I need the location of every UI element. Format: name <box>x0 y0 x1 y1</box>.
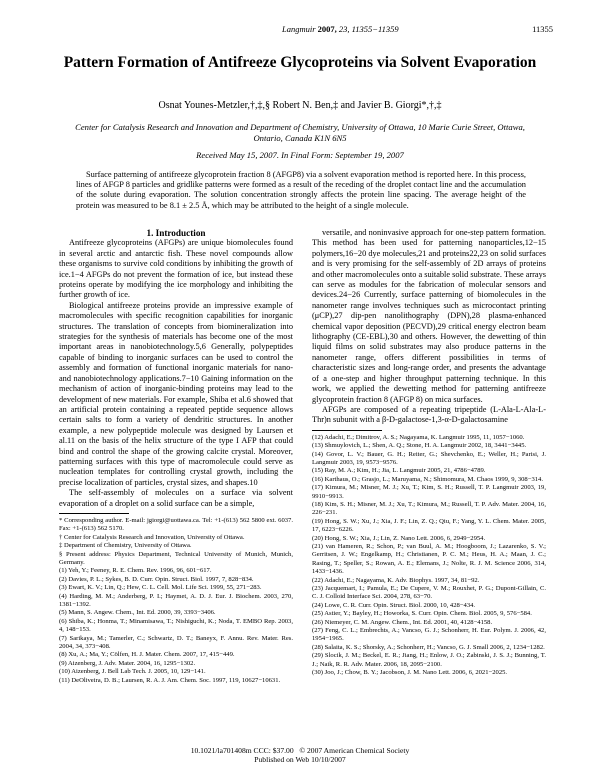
author-note: † Center for Catalysis Research and Innovation, University of Ottawa. <box>59 533 245 541</box>
footnote-divider <box>59 513 129 514</box>
right-column <box>312 228 546 678</box>
reference-item: (17) Kimura, M.; Misner, M. J.; Xu, T.; Kim, S. H.; Russell, T. P. Langmuir 2003, 19, 9910−9913. <box>312 484 546 500</box>
intro-paragraph-4: versatile, and noninvasive approach for one-step pattern formation. This method has been used for patterning nanoparticles,12−15 polymers,16−20 dye molecules,21 and proteins22,23 on solid surfaces and is very promising for the self-assembly of 2D arrays of proteins and other macromolecules onto a suitable solid substrate. These arrays can serve as modules for the fabrication of molecular sensors and devices.24−26 Currently, surface patterning of biomolecules in the nanometer range involves techniques such as microcontact printing (μCP),27 dip-pen nanolithography (DPN),28 plasma-enhanced chemical vapor deposition (PECVD),29 critical energy electron beam lithography (CE-EBL),30 and others. However, the dewetting of thin liquid films on solid substrates may also produce patterns in the nanometer range, offers different possibilities in terms of characteristic sizes and long-range order, and presents the advantage of a one-step and higher throughput patterning technique. In this work, we applied the dewetting method for patterning antifreeze glycoprotein fraction 8 (AFGP 8) on mica surfaces. <box>312 228 546 404</box>
reference-item: (28) Salaita, K. S.; Shorsky, A.; Schonherr, H.; Vancso, G. J. Small 2006, 2, 1234−1282. <box>312 643 545 651</box>
author-note: § Present address: Physics Department, Technical University of Munich, Munich, Germany. <box>59 550 293 566</box>
reference-item: (30) Joo, J.; Chow, B. Y.; Jacobson, J. M. Nano Lett. 2006, 6, 2021−2025. <box>312 669 508 677</box>
author-notes <box>59 517 293 567</box>
reference-item: (11) DeOliveira, D. B.; Laursen, R. A. J. Am. Chem. Soc. 1997, 119, 10627−10631. <box>59 676 281 684</box>
abstract-text: Surface patterning of antifreeze glycoprotein fraction 8 (AFGP8) via a solvent evaporation method is reported here. In this process, lines of AFGP 8 particles and gridlike patterns were formed as a result of the receding of the droplet contact line and the accumulation of the solute during evaporation. The solution concentration strongly affects the protein line spacing. The average height of the protein was measured to be 8.1 ± 2.5 Å, which may be attributed to the height of a single molecule. <box>76 170 527 210</box>
abstract <box>76 170 526 211</box>
page-number: 11355 <box>532 24 553 34</box>
reference-item: (12) Adachi, E.; Dimitrov, A. S.; Nagayama, K. Langmuir 1995, 11, 1057−1060. <box>312 433 525 441</box>
reference-item: (10) Aizenberg, J. Bell Lab Tech. J. 2005, 10, 129−141. <box>59 668 206 676</box>
received-dates: Received May 15, 2007. In Final Form: September 19, 2007 <box>196 150 404 160</box>
intro-paragraph-5: AFGPs are composed of a repeating tripeptide (L-Ala-L-Ala-L-Thr)n subunit with a β-D-galactose-1,3-α-D-galactosamine <box>312 404 546 425</box>
reference-item: (3) Ewart, K. V.; Lin, Q.; Hew, C. L. Cell. Mol. Life Sci. 1999, 55, 271−283. <box>59 584 262 592</box>
reference-item: (5) Mann, S. Angew. Chem., Int. Ed. 2000, 39, 3393−3406. <box>59 609 216 617</box>
reference-item: (24) Lowe, C. R. Curr. Opin. Struct. Biol. 2000, 10, 428−434. <box>312 601 476 609</box>
reference-item: (8) Xu, A.; Ma, Y.; Cölfen, H. J. Mater. Chem. 2007, 17, 415−449. <box>59 651 235 659</box>
reference-list-right <box>312 434 546 678</box>
intro-paragraph-2: Biological antifreeze proteins provide an impressive example of macromolecules with specific recognition capabilities for inorganic structures. The translation of concepts from biomineralization into strategies for the synthesis of materials has become one of the most important areas in nanobiotechnology.5,6 Generally, polypeptides capable of binding to inorganic surfaces can be used to control the assembly and formation of functional inorganic materials for nano- and nanobiotechnology applications.7−10 Gaining information on the mechanism of action of inorganic-binding proteins may lead to the development of new materials. For example, Shiba et al.6 showed that an artificial protein containing a repeated peptide sequence allows certain salts to form a variety of dendritic structures. In another example, a new polypeptide molecule was designed by Laursen et al.11 on the basis of the helix structure of the type I AFP that could bind and control the shape of the growing calcite crystal. Moreover, patterning surfaces with this type of macromolecule could serve as nucleation templates for controlling crystal growth, including the precise localization of particles, crystal sizes, and shapes.10 <box>59 300 293 487</box>
reference-item: (7) Sarikaya, M.; Tamerler, C.; Schwartz, D. T.; Baneyx, F. Annu. Rev. Mater. Res. 2004, 34, 373−408. <box>59 634 293 651</box>
reference-item: (19) Hong, S. W.; Xu, J.; Xia, J. F.; Lin, Z. Q.; Qiu, F.; Yang, Y. L. Chem. Mater. 2005, 17, 6223−6226. <box>312 517 546 534</box>
footnote-divider <box>312 430 382 431</box>
running-header <box>0 24 600 38</box>
reference-item: (2) Davies, P. L.; Sykes, B. D. Curr. Opin. Struct. Biol. 1997, 7, 828−834. <box>59 575 254 583</box>
reference-item: (16) Karthaus, O.; Grasjo, L.; Maruyama, N.; Shimomura, M. Chaos 1999, 9, 308−314. <box>312 475 543 483</box>
paper-title: Pattern Formation of Antifreeze Glycoproteins via Solvent Evaporation <box>63 54 537 71</box>
journal-citation: Langmuir 2007, 23, 11355−11359 <box>282 24 399 34</box>
intro-paragraph-1: Antifreeze glycoproteins (AFGPs) are unique biomolecules found in several arctic and antarctic fish. These novel compounds allow these organisms to survive cold conditions by inhibiting the growth of ice.1−4 AFGPs do not prevent the formation of ice, but instead these proteins operate by modifying the ice morphology and inhibiting the further growth of ice. <box>59 238 293 300</box>
reference-item: (4) Harding, M. M.; Anderberg, P. I.; Haymet, A. D. J. Eur. J. Biochem. 2003, 270, 1381−1392. <box>59 592 293 609</box>
affiliation: Center for Catalysis Research and Innovation and Department of Chemistry, University of Ottawa, 10 Marie Curie Street, Ottawa, Ontario, Canada K1N 6N5 <box>75 122 525 143</box>
reference-item: (6) Shiba, K.; Honma, T.; Minamisawa, T.; Nishiguchi, K.; Noda, T. EMBO Rep. 2003, 4, 148−153. <box>59 617 293 634</box>
reference-item: (18) Kim, S. H.; Misner, M. J.; Xu, T.; Kimura, M.; Russell, T. P. Adv. Mater. 2004, 16, 226−231. <box>312 500 546 517</box>
reference-list-left <box>59 567 293 685</box>
page-footer <box>0 746 600 764</box>
author-note: ‡ Department of Chemistry, University of Ottawa. <box>59 542 192 550</box>
reference-item: (26) Niemeyer, C. M. Angew. Chem., Int. Ed. 2001, 40, 4128−4158. <box>312 618 493 626</box>
reference-item: (14) Govor, L. V.; Bauer, G. H.; Reiter, G.; Shevchenko, E.; Weller, H.; Parisi, J. Langmuir 2003, 19, 9573−9576. <box>312 450 546 466</box>
doi: 10.1021/la701408m CCC: $37.00 <box>190 746 294 755</box>
left-column <box>59 228 293 685</box>
published-date: Published on Web 10/10/2007 <box>254 755 346 764</box>
reference-item: (29) Slocik, J. M.; Beckel, E. R.; Jiang, H.; Enlow, J. O.; Zabinski, J. S. J.; Bunning, T. J.; Naik, R. R. Adv. Mater. 2006, 18, 2095−2100. <box>312 652 546 668</box>
reference-item: (15) Ray, M. A.; Kim, H.; Jia, L. Langmuir 2005, 21, 4786−4789. <box>312 467 486 475</box>
reference-item: (20) Hong, S. W.; Xia, J.; Lin, Z. Nano Lett. 2006, 6, 2949−2954. <box>312 534 486 542</box>
author-note: * Corresponding author. E-mail: jgiorgi@uottawa.ca. Tel: +1-(613) 562 5800 ext. 6037. Fax: +1-(613) 562 5170. <box>59 516 293 533</box>
reference-item: (9) Aizenberg, J. Adv. Mater. 2004, 16, 1295−1302. <box>59 659 196 667</box>
reference-item: (27) Feng, C. L.; Embrechts, A.; Vancso, G. J.; Schonherr, H. Eur. Polym. J. 2006, 42, 1954−1965. <box>312 627 546 643</box>
reference-item: (21) van Hameren, R.; Schon, P.; van Buul, A. M.; Hoogboom, J.; Lazarenko, S. V.; Gerritsen, J. W.; Engelkamp, H.; Christianen, P. C. M.; Heus, H. A.; Maan, J. C.; Rasing, T.; Speller, S.; Rowan, A. E.; Elemans, J.; Nolte, R. J. M. Science 2006, 314, 1433−1436. <box>312 543 546 576</box>
footer-doi-line <box>0 746 600 755</box>
reference-item: (23) Jacquemart, I.; Pamula, E.; De Cupere, V. M.; Rouxhet, P. G.; Dupont-Gillain, C. C. J. Colloid Interface Sci. 2004, 278, 63−70. <box>312 585 546 601</box>
reference-item: (25) Astier, Y.; Bayley, H.; Howorka, S. Curr. Opin. Chem. Biol. 2005, 9, 576−584. <box>312 610 532 618</box>
author-list: Osnat Younes-Metzler,†,‡,§ Robert N. Ben,‡ and Javier B. Giorgi*,†,‡ <box>158 100 442 111</box>
section-heading: 1. Introduction <box>146 228 206 238</box>
reference-item: (1) Yeh, Y.; Feeney, R. E. Chem. Rev. 1996, 96, 601−617. <box>59 567 212 575</box>
intro-paragraph-3: The self-assembly of molecules on a surface via solvent evaporation of a droplet on a solid surface can be a simple, <box>59 488 293 508</box>
reference-item: (13) Shmuylovich, L.; Shen, A. Q.; Stone, H. A. Langmuir 2002, 18, 3441−3445. <box>312 442 527 450</box>
copyright: © 2007 American Chemical Society <box>299 746 410 755</box>
reference-item: (22) Adachi, E.; Nagayama, K. Adv. Biophys. 1997, 34, 81−92. <box>312 576 480 584</box>
